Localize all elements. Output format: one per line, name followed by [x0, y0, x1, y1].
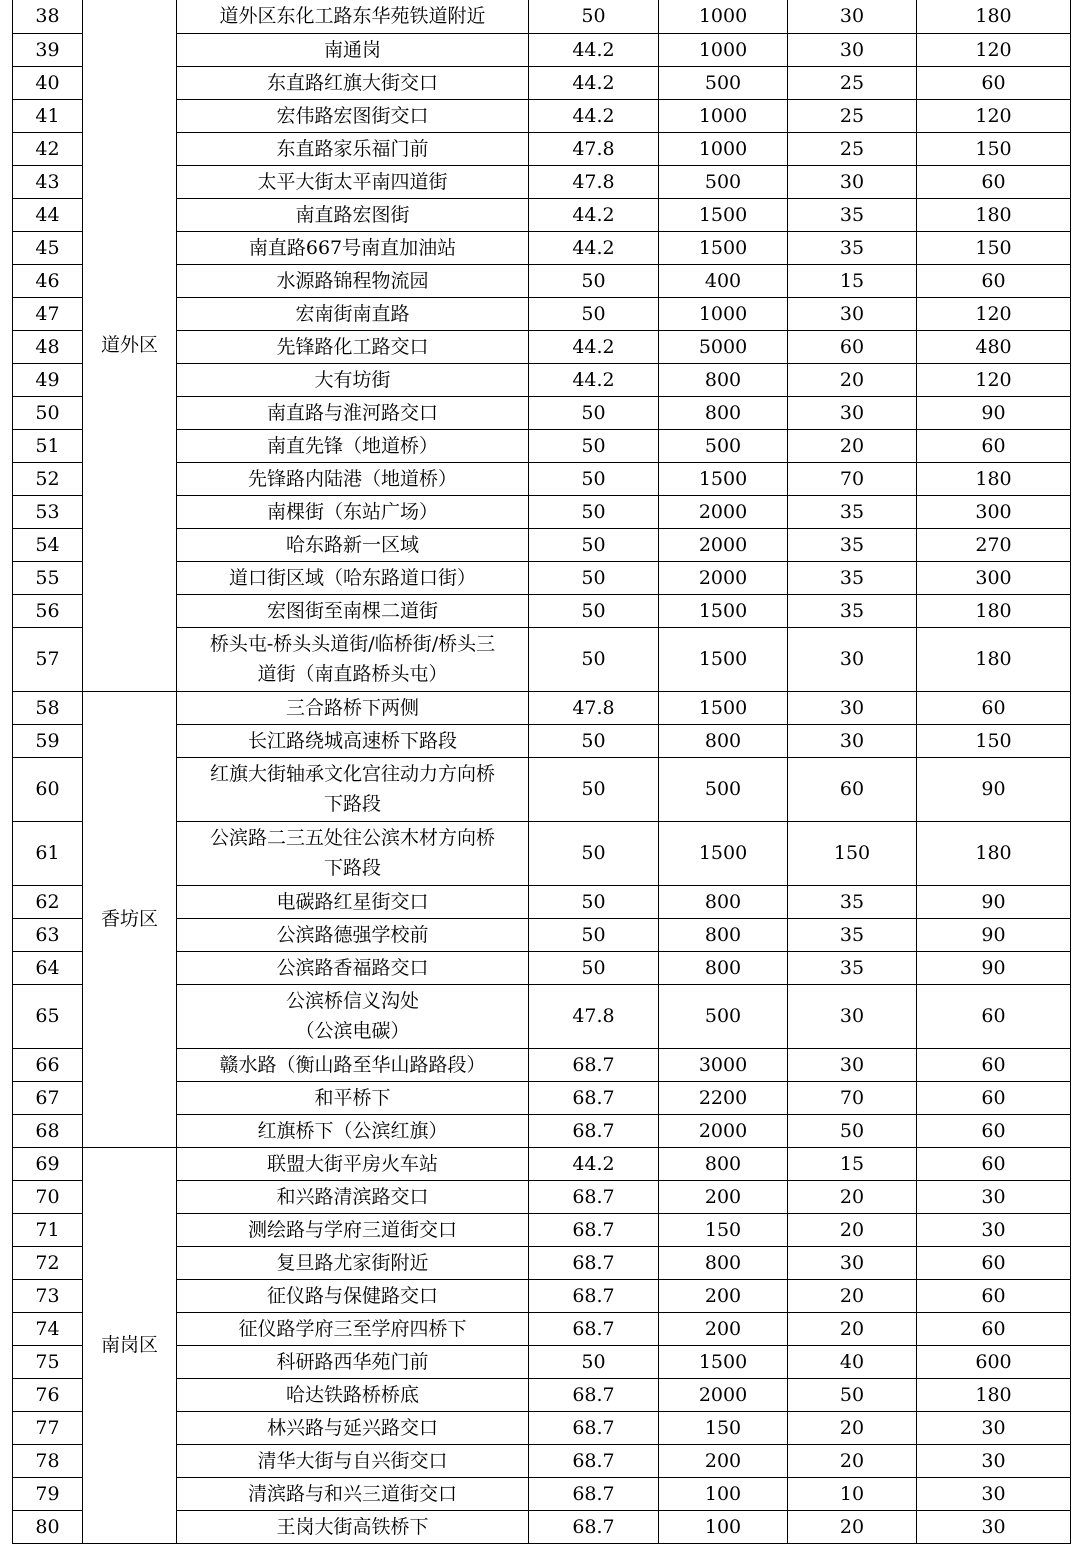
- value-cell-2: 2000: [659, 1378, 788, 1411]
- value-cell-2: 1500: [659, 1345, 788, 1378]
- location-cell: 和兴路清滨路交口: [177, 1180, 529, 1213]
- value-cell-2: 150: [659, 1213, 788, 1246]
- value-cell-4: 30: [917, 1444, 1071, 1477]
- value-cell-4: 30: [917, 1213, 1071, 1246]
- row-number-cell: 58: [13, 691, 83, 724]
- value-cell-2: 2000: [659, 495, 788, 528]
- value-cell-3: 30: [788, 724, 917, 757]
- value-cell-1: 68.7: [529, 1180, 659, 1213]
- location-cell: 南通岗: [177, 33, 529, 66]
- value-cell-1: 44.2: [529, 198, 659, 231]
- value-cell-4: 60: [917, 1147, 1071, 1180]
- value-cell-1: 50: [529, 594, 659, 627]
- location-cell: 东直路家乐福门前: [177, 132, 529, 165]
- value-cell-4: 180: [917, 198, 1071, 231]
- location-cell: 桥头屯-桥头头道街/临桥街/桥头三 道街（南直路桥头屯）: [177, 627, 529, 691]
- value-cell-4: 180: [917, 462, 1071, 495]
- row-number-cell: 42: [13, 132, 83, 165]
- value-cell-3: 20: [788, 1180, 917, 1213]
- value-cell-1: 50: [529, 627, 659, 691]
- row-number-cell: 80: [13, 1510, 83, 1543]
- value-cell-4: 150: [917, 231, 1071, 264]
- location-cell: 水源路锦程物流园: [177, 264, 529, 297]
- row-number-cell: 59: [13, 724, 83, 757]
- value-cell-4: 30: [917, 1477, 1071, 1510]
- value-cell-3: 60: [788, 757, 917, 821]
- value-cell-2: 1000: [659, 297, 788, 330]
- value-cell-2: 800: [659, 918, 788, 951]
- row-number-cell: 55: [13, 561, 83, 594]
- value-cell-3: 20: [788, 429, 917, 462]
- location-cell: 宏南街南直路: [177, 297, 529, 330]
- location-cell: 先锋路化工路交口: [177, 330, 529, 363]
- value-cell-3: 70: [788, 1081, 917, 1114]
- value-cell-3: 15: [788, 1147, 917, 1180]
- value-cell-1: 50: [529, 561, 659, 594]
- location-cell: 林兴路与延兴路交口: [177, 1411, 529, 1444]
- value-cell-3: 25: [788, 99, 917, 132]
- value-cell-1: 50: [529, 495, 659, 528]
- value-cell-4: 180: [917, 821, 1071, 885]
- value-cell-2: 500: [659, 66, 788, 99]
- value-cell-2: 150: [659, 1411, 788, 1444]
- value-cell-2: 500: [659, 165, 788, 198]
- row-number-cell: 50: [13, 396, 83, 429]
- value-cell-4: 300: [917, 561, 1071, 594]
- value-cell-1: 50: [529, 462, 659, 495]
- value-cell-2: 1500: [659, 462, 788, 495]
- row-number-cell: 64: [13, 951, 83, 984]
- location-cell: 清滨路与和兴三道街交口: [177, 1477, 529, 1510]
- value-cell-3: 20: [788, 1444, 917, 1477]
- row-number-cell: 62: [13, 885, 83, 918]
- location-cell: 公滨路香福路交口: [177, 951, 529, 984]
- value-cell-2: 200: [659, 1444, 788, 1477]
- value-cell-3: 35: [788, 594, 917, 627]
- location-cell: 大有坊街: [177, 363, 529, 396]
- location-cell: 太平大街太平南四道街: [177, 165, 529, 198]
- value-cell-1: 68.7: [529, 1510, 659, 1543]
- value-cell-4: 180: [917, 594, 1071, 627]
- value-cell-1: 50: [529, 821, 659, 885]
- value-cell-4: 120: [917, 363, 1071, 396]
- value-cell-3: 50: [788, 1114, 917, 1147]
- location-cell: 和平桥下: [177, 1081, 529, 1114]
- table-row: [13, 1147, 1071, 1180]
- value-cell-2: 2000: [659, 561, 788, 594]
- row-number-cell: 75: [13, 1345, 83, 1378]
- value-cell-4: 270: [917, 528, 1071, 561]
- row-number-cell: 72: [13, 1246, 83, 1279]
- value-cell-3: 20: [788, 1510, 917, 1543]
- value-cell-3: 15: [788, 264, 917, 297]
- value-cell-4: 300: [917, 495, 1071, 528]
- value-cell-2: 3000: [659, 1048, 788, 1081]
- value-cell-2: 1000: [659, 99, 788, 132]
- value-cell-3: 20: [788, 1279, 917, 1312]
- value-cell-4: 30: [917, 1180, 1071, 1213]
- value-cell-1: 44.2: [529, 330, 659, 363]
- value-cell-4: 60: [917, 691, 1071, 724]
- value-cell-3: 35: [788, 951, 917, 984]
- value-cell-1: 68.7: [529, 1477, 659, 1510]
- location-cell: 测绘路与学府三道街交口: [177, 1213, 529, 1246]
- value-cell-4: 150: [917, 724, 1071, 757]
- row-number-cell: 74: [13, 1312, 83, 1345]
- value-cell-4: 60: [917, 1246, 1071, 1279]
- value-cell-3: 30: [788, 627, 917, 691]
- value-cell-4: 60: [917, 66, 1071, 99]
- location-cell: 红旗大街轴承文化宫往动力方向桥 下路段: [177, 757, 529, 821]
- location-cell: 公滨路德强学校前: [177, 918, 529, 951]
- value-cell-2: 500: [659, 429, 788, 462]
- location-cell: 哈达铁路桥桥底: [177, 1378, 529, 1411]
- value-cell-4: 60: [917, 1114, 1071, 1147]
- location-cell: 王岗大街高铁桥下: [177, 1510, 529, 1543]
- value-cell-1: 50: [529, 885, 659, 918]
- value-cell-2: 2000: [659, 1114, 788, 1147]
- row-number-cell: 79: [13, 1477, 83, 1510]
- row-number-cell: 78: [13, 1444, 83, 1477]
- district-cell: 道外区: [83, 0, 177, 691]
- value-cell-4: 60: [917, 1048, 1071, 1081]
- value-cell-2: 800: [659, 1246, 788, 1279]
- row-number-cell: 51: [13, 429, 83, 462]
- value-cell-1: 50: [529, 724, 659, 757]
- value-cell-2: 500: [659, 984, 788, 1048]
- waterlogging-points-table: [12, 0, 1071, 1544]
- value-cell-1: 68.7: [529, 1081, 659, 1114]
- value-cell-1: 50: [529, 528, 659, 561]
- value-cell-1: 68.7: [529, 1444, 659, 1477]
- value-cell-3: 35: [788, 918, 917, 951]
- value-cell-3: 30: [788, 0, 917, 33]
- value-cell-4: 60: [917, 1312, 1071, 1345]
- location-cell: 东直路红旗大街交口: [177, 66, 529, 99]
- row-number-cell: 41: [13, 99, 83, 132]
- row-number-cell: 49: [13, 363, 83, 396]
- value-cell-1: 44.2: [529, 1147, 659, 1180]
- value-cell-4: 120: [917, 99, 1071, 132]
- value-cell-1: 50: [529, 264, 659, 297]
- value-cell-1: 68.7: [529, 1246, 659, 1279]
- value-cell-1: 50: [529, 396, 659, 429]
- value-cell-3: 60: [788, 330, 917, 363]
- value-cell-1: 50: [529, 429, 659, 462]
- value-cell-1: 44.2: [529, 66, 659, 99]
- value-cell-2: 100: [659, 1477, 788, 1510]
- value-cell-4: 60: [917, 429, 1071, 462]
- table-row: [13, 0, 1071, 33]
- location-cell: 公滨路二三五处往公滨木材方向桥 下路段: [177, 821, 529, 885]
- location-cell: 宏图街至南棵二道街: [177, 594, 529, 627]
- row-number-cell: 57: [13, 627, 83, 691]
- row-number-cell: 45: [13, 231, 83, 264]
- location-cell: 三合路桥下两侧: [177, 691, 529, 724]
- value-cell-3: 70: [788, 462, 917, 495]
- value-cell-4: 600: [917, 1345, 1071, 1378]
- value-cell-2: 800: [659, 885, 788, 918]
- location-cell: 电碳路红星街交口: [177, 885, 529, 918]
- value-cell-3: 20: [788, 1411, 917, 1444]
- value-cell-2: 800: [659, 363, 788, 396]
- row-number-cell: 39: [13, 33, 83, 66]
- value-cell-4: 120: [917, 33, 1071, 66]
- value-cell-2: 5000: [659, 330, 788, 363]
- value-cell-2: 1500: [659, 821, 788, 885]
- value-cell-3: 50: [788, 1378, 917, 1411]
- value-cell-4: 180: [917, 1378, 1071, 1411]
- location-cell: 南直路宏图街: [177, 198, 529, 231]
- location-cell: 道口街区域（哈东路道口街）: [177, 561, 529, 594]
- value-cell-1: 50: [529, 951, 659, 984]
- value-cell-1: 47.8: [529, 691, 659, 724]
- value-cell-1: 68.7: [529, 1114, 659, 1147]
- row-number-cell: 76: [13, 1378, 83, 1411]
- row-number-cell: 63: [13, 918, 83, 951]
- value-cell-2: 500: [659, 757, 788, 821]
- location-cell: 道外区东化工路东华苑铁道附近: [177, 0, 529, 33]
- value-cell-1: 50: [529, 297, 659, 330]
- value-cell-2: 200: [659, 1180, 788, 1213]
- value-cell-3: 30: [788, 165, 917, 198]
- location-cell: 宏伟路宏图街交口: [177, 99, 529, 132]
- value-cell-3: 35: [788, 231, 917, 264]
- value-cell-2: 2000: [659, 528, 788, 561]
- location-cell: 南直先锋（地道桥）: [177, 429, 529, 462]
- row-number-cell: 54: [13, 528, 83, 561]
- row-number-cell: 77: [13, 1411, 83, 1444]
- row-number-cell: 56: [13, 594, 83, 627]
- value-cell-1: 68.7: [529, 1048, 659, 1081]
- value-cell-3: 40: [788, 1345, 917, 1378]
- row-number-cell: 71: [13, 1213, 83, 1246]
- location-cell: 公滨桥信义沟处 （公滨电碳）: [177, 984, 529, 1048]
- value-cell-4: 90: [917, 918, 1071, 951]
- value-cell-3: 150: [788, 821, 917, 885]
- row-number-cell: 46: [13, 264, 83, 297]
- value-cell-4: 30: [917, 1510, 1071, 1543]
- value-cell-1: 50: [529, 918, 659, 951]
- value-cell-1: 68.7: [529, 1378, 659, 1411]
- value-cell-4: 60: [917, 1279, 1071, 1312]
- table-row: [13, 691, 1071, 724]
- value-cell-1: 68.7: [529, 1279, 659, 1312]
- row-number-cell: 65: [13, 984, 83, 1048]
- value-cell-4: 60: [917, 984, 1071, 1048]
- value-cell-2: 800: [659, 1147, 788, 1180]
- value-cell-1: 68.7: [529, 1213, 659, 1246]
- value-cell-3: 30: [788, 984, 917, 1048]
- row-number-cell: 44: [13, 198, 83, 231]
- value-cell-4: 90: [917, 885, 1071, 918]
- value-cell-1: 50: [529, 0, 659, 33]
- row-number-cell: 69: [13, 1147, 83, 1180]
- location-cell: 征仪路学府三至学府四桥下: [177, 1312, 529, 1345]
- value-cell-3: 20: [788, 1213, 917, 1246]
- value-cell-3: 30: [788, 691, 917, 724]
- value-cell-1: 68.7: [529, 1411, 659, 1444]
- row-number-cell: 66: [13, 1048, 83, 1081]
- value-cell-3: 30: [788, 1246, 917, 1279]
- value-cell-2: 1500: [659, 198, 788, 231]
- row-number-cell: 52: [13, 462, 83, 495]
- value-cell-3: 25: [788, 132, 917, 165]
- row-number-cell: 47: [13, 297, 83, 330]
- value-cell-3: 25: [788, 66, 917, 99]
- location-cell: 红旗桥下（公滨红旗）: [177, 1114, 529, 1147]
- value-cell-4: 480: [917, 330, 1071, 363]
- value-cell-2: 2200: [659, 1081, 788, 1114]
- value-cell-2: 100: [659, 1510, 788, 1543]
- value-cell-3: 20: [788, 363, 917, 396]
- value-cell-3: 35: [788, 561, 917, 594]
- location-cell: 南直路667号南直加油站: [177, 231, 529, 264]
- row-number-cell: 60: [13, 757, 83, 821]
- row-number-cell: 70: [13, 1180, 83, 1213]
- row-number-cell: 73: [13, 1279, 83, 1312]
- row-number-cell: 67: [13, 1081, 83, 1114]
- row-number-cell: 53: [13, 495, 83, 528]
- value-cell-2: 800: [659, 396, 788, 429]
- row-number-cell: 68: [13, 1114, 83, 1147]
- value-cell-4: 30: [917, 1411, 1071, 1444]
- value-cell-1: 68.7: [529, 1312, 659, 1345]
- row-number-cell: 38: [13, 0, 83, 33]
- value-cell-2: 200: [659, 1279, 788, 1312]
- value-cell-2: 1500: [659, 627, 788, 691]
- value-cell-2: 1000: [659, 132, 788, 165]
- location-cell: 复旦路尤家街附近: [177, 1246, 529, 1279]
- value-cell-4: 90: [917, 951, 1071, 984]
- value-cell-4: 180: [917, 627, 1071, 691]
- value-cell-2: 800: [659, 951, 788, 984]
- value-cell-2: 1500: [659, 691, 788, 724]
- value-cell-1: 44.2: [529, 33, 659, 66]
- value-cell-2: 1000: [659, 33, 788, 66]
- value-cell-1: 44.2: [529, 363, 659, 396]
- value-cell-2: 200: [659, 1312, 788, 1345]
- value-cell-4: 120: [917, 297, 1071, 330]
- value-cell-2: 1000: [659, 0, 788, 33]
- value-cell-1: 44.2: [529, 99, 659, 132]
- value-cell-3: 30: [788, 396, 917, 429]
- value-cell-3: 20: [788, 1312, 917, 1345]
- value-cell-3: 35: [788, 885, 917, 918]
- value-cell-4: 90: [917, 396, 1071, 429]
- row-number-cell: 43: [13, 165, 83, 198]
- value-cell-1: 50: [529, 757, 659, 821]
- value-cell-1: 47.8: [529, 165, 659, 198]
- value-cell-3: 35: [788, 198, 917, 231]
- value-cell-2: 400: [659, 264, 788, 297]
- location-cell: 清华大街与自兴街交口: [177, 1444, 529, 1477]
- value-cell-3: 35: [788, 495, 917, 528]
- value-cell-3: 30: [788, 33, 917, 66]
- value-cell-3: 30: [788, 1048, 917, 1081]
- waterlogging-points-table-page: [12, 0, 1071, 1544]
- location-cell: 征仪路与保健路交口: [177, 1279, 529, 1312]
- location-cell: 赣水路（衡山路至华山路路段）: [177, 1048, 529, 1081]
- value-cell-4: 60: [917, 165, 1071, 198]
- location-cell: 科研路西华苑门前: [177, 1345, 529, 1378]
- value-cell-4: 180: [917, 0, 1071, 33]
- value-cell-3: 10: [788, 1477, 917, 1510]
- location-cell: 联盟大街平房火车站: [177, 1147, 529, 1180]
- location-cell: 南直路与淮河路交口: [177, 396, 529, 429]
- value-cell-2: 1500: [659, 231, 788, 264]
- location-cell: 哈东路新一区域: [177, 528, 529, 561]
- value-cell-2: 1500: [659, 594, 788, 627]
- district-cell: 南岗区: [83, 1147, 177, 1543]
- value-cell-3: 35: [788, 528, 917, 561]
- row-number-cell: 48: [13, 330, 83, 363]
- value-cell-4: 90: [917, 757, 1071, 821]
- value-cell-1: 44.2: [529, 231, 659, 264]
- location-cell: 长江路绕城高速桥下路段: [177, 724, 529, 757]
- value-cell-2: 800: [659, 724, 788, 757]
- location-cell: 南棵街（东站广场）: [177, 495, 529, 528]
- value-cell-4: 150: [917, 132, 1071, 165]
- value-cell-1: 47.8: [529, 984, 659, 1048]
- district-cell: 香坊区: [83, 691, 177, 1147]
- value-cell-4: 60: [917, 1081, 1071, 1114]
- value-cell-1: 50: [529, 1345, 659, 1378]
- location-cell: 先锋路内陆港（地道桥）: [177, 462, 529, 495]
- value-cell-3: 30: [788, 297, 917, 330]
- row-number-cell: 40: [13, 66, 83, 99]
- value-cell-4: 60: [917, 264, 1071, 297]
- value-cell-1: 47.8: [529, 132, 659, 165]
- row-number-cell: 61: [13, 821, 83, 885]
